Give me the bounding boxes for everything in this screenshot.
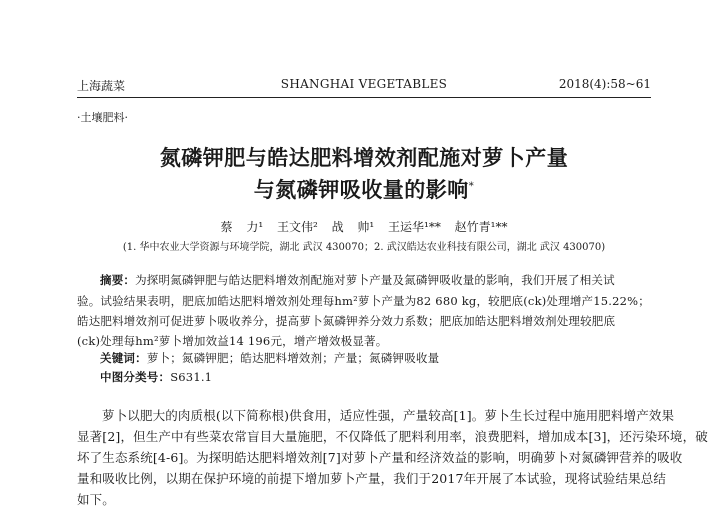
abstract-line-3: 皓达肥料增效剂可促进萝卜吸收养分，提高萝卜氮磷钾养分效力系数；肥底加皓达肥料增效剂处理较肥底	[77, 314, 616, 328]
abstract-line-4: (ck)处理每hm²萝卜增加效益14 196元，增产增效极显著。	[77, 334, 388, 348]
clc-number	[100, 369, 212, 385]
title-footnote-mark: *	[468, 181, 475, 192]
body-line-5: 如下。	[77, 492, 115, 507]
paper-title-line-2-text: 与氮磷钾吸收量的影响	[253, 177, 469, 202]
body-line-1: 萝卜以肥大的肉质根(以下简称根)供食用，适应性强，产量较高[1]。萝卜生长过程中施用肥料增产效果	[102, 408, 675, 423]
body-line-2: 显著[2]，但生产中有些菜农常盲目大量施肥，不仅降低了肥料利用率，浪费肥料，增加成本[3]，还污染环境，破	[77, 429, 708, 444]
affiliation: (1. 华中农业大学资源与环境学院，湖北 武汉 430070；2. 武汉皓达农业科技有限公司，湖北 武汉 430070)	[122, 242, 606, 253]
section-label: ·土壤肥料·	[77, 111, 128, 124]
keywords-text: 萝卜；氮磷钾肥；皓达肥料增效剂；产量；氮磷钾吸收量	[146, 351, 440, 365]
header-rule	[77, 97, 651, 98]
keywords-label: 关键词：	[100, 351, 147, 365]
clc-text: S631.1	[170, 370, 213, 384]
page-header	[77, 77, 651, 95]
journal-name-en: SHANGHAI VEGETABLES	[280, 77, 448, 91]
abstract-line-2: 验。试验结果表明，肥底加皓达肥料增效剂处理每hm²萝卜产量为82 680 kg，较肥底(ck)处理增产15.22%；	[77, 294, 650, 308]
journal-issue: 2018(4):58~61	[558, 77, 651, 91]
body-line-4: 量和吸收比例，以期在保护环境的前提下增加萝卜产量，我们于2017年开展了本试验，现将试验结果总结	[77, 471, 667, 486]
keywords	[100, 350, 439, 366]
abstract-label: 摘要：	[100, 273, 136, 287]
body-line-3: 坏了生态系统[4-6]。为探明皓达肥料增效剂[7]对萝卜产量和经济效益的影响，明确萝卜对氮磷钾营养的吸收	[77, 450, 683, 465]
paper-title-line-2	[0, 174, 728, 204]
abstract-line-1: 摘要：为探明氮磷钾肥与皓达肥料增效剂配施对萝卜产量及氮磷钾吸收量的影响，我们开展了相关试	[100, 273, 615, 287]
clc-label: 中图分类号：	[100, 370, 171, 384]
author-list: 蔡 力¹ 王文伟² 战 帅¹ 王运华¹** 赵竹青¹**	[220, 220, 508, 234]
journal-name-cn: 上海蔬菜	[77, 79, 126, 93]
paper-title-line-1: 氮磷钾肥与皓达肥料增效剂配施对萝卜产量	[159, 145, 569, 170]
